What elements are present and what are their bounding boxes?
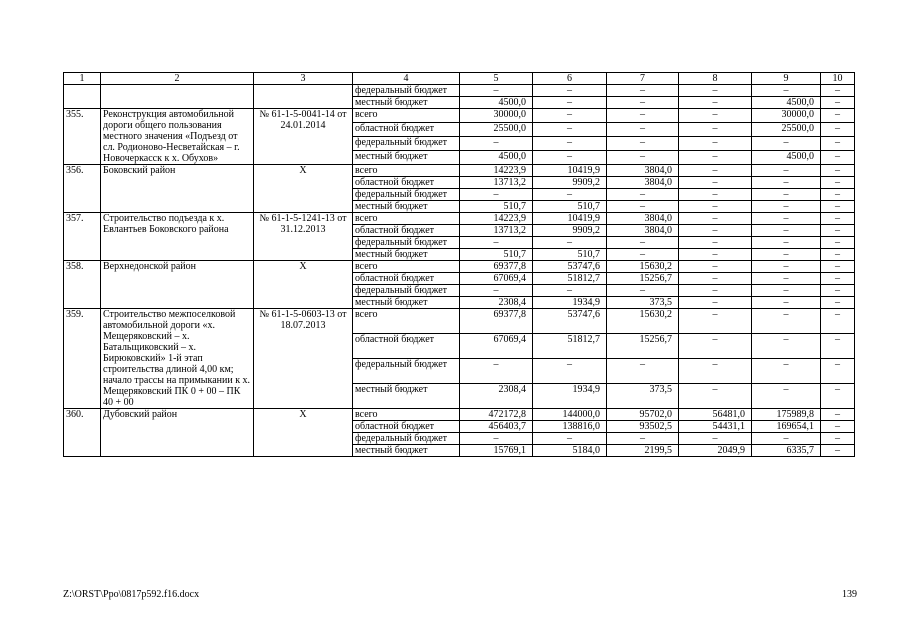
amount-cell: – xyxy=(607,123,679,137)
amount-cell: – xyxy=(821,97,855,109)
amount-cell: – xyxy=(821,109,855,123)
amount-cell: – xyxy=(607,85,679,97)
funding-source: областной бюджет xyxy=(353,123,460,137)
amount-cell: 67069,4 xyxy=(460,273,533,285)
amount-cell: – xyxy=(533,359,607,384)
amount-cell: – xyxy=(607,201,679,213)
amount-cell: 2308,4 xyxy=(460,384,533,409)
amount-cell: – xyxy=(821,249,855,261)
amount-cell: – xyxy=(821,285,855,297)
amount-cell: – xyxy=(679,201,752,213)
amount-cell: – xyxy=(821,225,855,237)
amount-cell: 53747,6 xyxy=(533,309,607,334)
funding-source: всего xyxy=(353,213,460,225)
funding-source: областной бюджет xyxy=(353,177,460,189)
amount-cell: 510,7 xyxy=(533,201,607,213)
continuation-cell xyxy=(64,85,101,109)
funding-source: всего xyxy=(353,409,460,421)
amount-cell: – xyxy=(752,201,821,213)
amount-cell: – xyxy=(679,213,752,225)
amount-cell: 6335,7 xyxy=(752,445,821,457)
funding-source: областной бюджет xyxy=(353,273,460,285)
amount-cell: 14223,9 xyxy=(460,213,533,225)
amount-cell: – xyxy=(607,237,679,249)
funding-source: областной бюджет xyxy=(353,421,460,433)
amount-cell: – xyxy=(752,249,821,261)
row-number: 358. xyxy=(64,261,101,309)
amount-cell: – xyxy=(607,359,679,384)
amount-cell: – xyxy=(607,189,679,201)
amount-cell: – xyxy=(752,384,821,409)
funding-source: федеральный бюджет xyxy=(353,359,460,384)
funding-source: областной бюджет xyxy=(353,225,460,237)
funding-source: федеральный бюджет xyxy=(353,189,460,201)
amount-cell: – xyxy=(821,359,855,384)
amount-cell: – xyxy=(679,334,752,359)
amount-cell: 30000,0 xyxy=(752,109,821,123)
amount-cell: – xyxy=(821,334,855,359)
amount-cell: – xyxy=(679,273,752,285)
amount-cell: – xyxy=(821,85,855,97)
column-header: 4 xyxy=(353,73,460,85)
amount-cell: 67069,4 xyxy=(460,334,533,359)
amount-cell: – xyxy=(679,359,752,384)
amount-cell: 144000,0 xyxy=(533,409,607,421)
amount-cell: – xyxy=(679,177,752,189)
amount-cell: 51812,7 xyxy=(533,334,607,359)
funding-source: всего xyxy=(353,109,460,123)
amount-cell: 4500,0 xyxy=(460,151,533,165)
amount-cell: 25500,0 xyxy=(460,123,533,137)
amount-cell: – xyxy=(533,137,607,151)
amount-cell: 1934,9 xyxy=(533,384,607,409)
amount-cell: 54431,1 xyxy=(679,421,752,433)
amount-cell: – xyxy=(821,445,855,457)
page-number: 139 xyxy=(842,589,857,600)
amount-cell: – xyxy=(752,85,821,97)
amount-cell: 25500,0 xyxy=(752,123,821,137)
amount-cell: – xyxy=(679,97,752,109)
amount-cell: – xyxy=(821,201,855,213)
document-reference: Х xyxy=(254,261,353,309)
amount-cell: – xyxy=(752,334,821,359)
amount-cell: – xyxy=(533,97,607,109)
amount-cell: 10419,9 xyxy=(533,213,607,225)
funding-source: федеральный бюджет xyxy=(353,85,460,97)
amount-cell: – xyxy=(679,109,752,123)
amount-cell: – xyxy=(533,433,607,445)
amount-cell: – xyxy=(752,433,821,445)
object-name: Боковский район xyxy=(101,165,254,213)
document-reference: Х xyxy=(254,409,353,457)
amount-cell: – xyxy=(821,384,855,409)
amount-cell: – xyxy=(821,261,855,273)
amount-cell: – xyxy=(679,237,752,249)
amount-cell: – xyxy=(607,249,679,261)
table-row xyxy=(64,261,855,273)
footer-file-path: Z:\ORST\Ppo\0817p592.f16.docx xyxy=(63,589,200,600)
amount-cell: – xyxy=(752,213,821,225)
amount-cell: 13713,2 xyxy=(460,225,533,237)
amount-cell: 30000,0 xyxy=(460,109,533,123)
funding-source: федеральный бюджет xyxy=(353,137,460,151)
amount-cell: 15630,2 xyxy=(607,261,679,273)
column-header: 2 xyxy=(101,73,254,85)
amount-cell: 10419,9 xyxy=(533,165,607,177)
amount-cell: – xyxy=(821,297,855,309)
object-name: Строительство межпоселковой автомобильной дороги «х. Мещеряковский – х. Батальщиковский – х. Бирюковский» 1-й этап строительства длиной 4,00 км; начало трассы на примыкании к х. Мещеряковский ПК 0 + 00 – ПК 40 + 00 xyxy=(101,309,254,409)
amount-cell: 15630,2 xyxy=(607,309,679,334)
amount-cell: – xyxy=(533,85,607,97)
amount-cell: – xyxy=(679,151,752,165)
amount-cell: – xyxy=(533,109,607,123)
amount-cell: 69377,8 xyxy=(460,309,533,334)
amount-cell: 510,7 xyxy=(460,201,533,213)
amount-cell: 3804,0 xyxy=(607,213,679,225)
amount-cell: – xyxy=(752,273,821,285)
amount-cell: – xyxy=(821,151,855,165)
amount-cell: – xyxy=(752,261,821,273)
amount-cell: – xyxy=(752,189,821,201)
amount-cell: – xyxy=(460,433,533,445)
object-name: Реконструкция автомобильной дороги общего пользования местного значения «Подъезд от сл. Родионово-Несветайская – г. Новочеркасск к х. Обухов» xyxy=(101,109,254,165)
column-header-row xyxy=(64,73,855,85)
amount-cell: – xyxy=(679,285,752,297)
document-reference: Х xyxy=(254,165,353,213)
amount-cell: – xyxy=(821,189,855,201)
funding-source: всего xyxy=(353,165,460,177)
funding-source: местный бюджет xyxy=(353,445,460,457)
amount-cell: – xyxy=(679,225,752,237)
amount-cell: – xyxy=(752,165,821,177)
object-name: Верхнедонской район xyxy=(101,261,254,309)
column-header: 6 xyxy=(533,73,607,85)
object-name: Строительство подъезда к х. Евлантьев Боковского района xyxy=(101,213,254,261)
table-row xyxy=(64,109,855,123)
amount-cell: – xyxy=(607,433,679,445)
amount-cell: – xyxy=(752,177,821,189)
document-reference: № 61-1-5-0603-13 от 18.07.2013 xyxy=(254,309,353,409)
amount-cell: – xyxy=(679,433,752,445)
amount-cell: – xyxy=(821,137,855,151)
amount-cell: – xyxy=(607,97,679,109)
amount-cell: 53747,6 xyxy=(533,261,607,273)
amount-cell: 9909,2 xyxy=(533,225,607,237)
funding-source: областной бюджет xyxy=(353,334,460,359)
amount-cell: – xyxy=(679,261,752,273)
amount-cell: – xyxy=(752,309,821,334)
amount-cell: 138816,0 xyxy=(533,421,607,433)
amount-cell: 69377,8 xyxy=(460,261,533,273)
amount-cell: 2199,5 xyxy=(607,445,679,457)
amount-cell: 15769,1 xyxy=(460,445,533,457)
amount-cell: – xyxy=(533,151,607,165)
amount-cell: 2049,9 xyxy=(679,445,752,457)
column-header: 3 xyxy=(254,73,353,85)
amount-cell: – xyxy=(460,137,533,151)
amount-cell: 373,5 xyxy=(607,384,679,409)
amount-cell: – xyxy=(679,165,752,177)
funding-source: федеральный бюджет xyxy=(353,237,460,249)
amount-cell: 15256,7 xyxy=(607,273,679,285)
table-row xyxy=(64,213,855,225)
amount-cell: – xyxy=(679,123,752,137)
amount-cell: 2308,4 xyxy=(460,297,533,309)
amount-cell: – xyxy=(607,151,679,165)
amount-cell: 510,7 xyxy=(460,249,533,261)
column-header: 7 xyxy=(607,73,679,85)
amount-cell: – xyxy=(533,237,607,249)
amount-cell: 175989,8 xyxy=(752,409,821,421)
amount-cell: – xyxy=(607,285,679,297)
amount-cell: – xyxy=(460,285,533,297)
amount-cell: – xyxy=(533,123,607,137)
amount-cell: – xyxy=(821,123,855,137)
funding-source: всего xyxy=(353,309,460,334)
amount-cell: 93502,5 xyxy=(607,421,679,433)
amount-cell: – xyxy=(679,85,752,97)
funding-source: местный бюджет xyxy=(353,201,460,213)
budget-table xyxy=(63,72,855,457)
amount-cell: 4500,0 xyxy=(460,97,533,109)
amount-cell: 4500,0 xyxy=(752,151,821,165)
amount-cell: – xyxy=(752,297,821,309)
amount-cell: 15256,7 xyxy=(607,334,679,359)
amount-cell: – xyxy=(679,137,752,151)
row-number: 359. xyxy=(64,309,101,409)
amount-cell: 472172,8 xyxy=(460,409,533,421)
column-header: 9 xyxy=(752,73,821,85)
amount-cell: – xyxy=(821,165,855,177)
amount-cell: – xyxy=(821,409,855,421)
funding-source: местный бюджет xyxy=(353,297,460,309)
funding-source: местный бюджет xyxy=(353,97,460,109)
table-row xyxy=(64,85,855,97)
funding-source: местный бюджет xyxy=(353,384,460,409)
amount-cell: 51812,7 xyxy=(533,273,607,285)
row-number: 356. xyxy=(64,165,101,213)
amount-cell: – xyxy=(752,137,821,151)
amount-cell: 13713,2 xyxy=(460,177,533,189)
funding-source: всего xyxy=(353,261,460,273)
amount-cell: – xyxy=(821,273,855,285)
continuation-cell xyxy=(101,85,254,109)
table-row xyxy=(64,165,855,177)
amount-cell: – xyxy=(752,237,821,249)
amount-cell: – xyxy=(821,309,855,334)
object-name: Дубовский район xyxy=(101,409,254,457)
funding-source: федеральный бюджет xyxy=(353,433,460,445)
amount-cell: – xyxy=(679,249,752,261)
amount-cell: 9909,2 xyxy=(533,177,607,189)
table-row xyxy=(64,309,855,334)
row-number: 355. xyxy=(64,109,101,165)
column-header: 1 xyxy=(64,73,101,85)
column-header: 10 xyxy=(821,73,855,85)
document-reference: № 61-1-5-1241-13 от 31.12.2013 xyxy=(254,213,353,261)
document-reference: № 61-1-5-0041-14 от 24.01.2014 xyxy=(254,109,353,165)
table-row xyxy=(64,409,855,421)
funding-source: федеральный бюджет xyxy=(353,285,460,297)
amount-cell: – xyxy=(460,359,533,384)
amount-cell: – xyxy=(679,309,752,334)
amount-cell: – xyxy=(460,237,533,249)
amount-cell: – xyxy=(821,433,855,445)
row-number: 357. xyxy=(64,213,101,261)
amount-cell: – xyxy=(533,189,607,201)
amount-cell: – xyxy=(607,137,679,151)
funding-source: местный бюджет xyxy=(353,249,460,261)
amount-cell: – xyxy=(752,359,821,384)
amount-cell: 3804,0 xyxy=(607,225,679,237)
amount-cell: 1934,9 xyxy=(533,297,607,309)
amount-cell: – xyxy=(607,109,679,123)
amount-cell: 5184,0 xyxy=(533,445,607,457)
amount-cell: 169654,1 xyxy=(752,421,821,433)
amount-cell: – xyxy=(752,225,821,237)
row-number: 360. xyxy=(64,409,101,457)
amount-cell: 95702,0 xyxy=(607,409,679,421)
amount-cell: 510,7 xyxy=(533,249,607,261)
amount-cell: – xyxy=(679,384,752,409)
column-header: 5 xyxy=(460,73,533,85)
amount-cell: 4500,0 xyxy=(752,97,821,109)
amount-cell: – xyxy=(679,297,752,309)
amount-cell: – xyxy=(460,85,533,97)
amount-cell: 373,5 xyxy=(607,297,679,309)
amount-cell: – xyxy=(679,189,752,201)
amount-cell: 3804,0 xyxy=(607,165,679,177)
amount-cell: 456403,7 xyxy=(460,421,533,433)
amount-cell: – xyxy=(460,189,533,201)
funding-source: местный бюджет xyxy=(353,151,460,165)
column-header: 8 xyxy=(679,73,752,85)
amount-cell: – xyxy=(821,213,855,225)
amount-cell: – xyxy=(533,285,607,297)
amount-cell: – xyxy=(821,421,855,433)
amount-cell: 14223,9 xyxy=(460,165,533,177)
amount-cell: – xyxy=(821,177,855,189)
amount-cell: 56481,0 xyxy=(679,409,752,421)
amount-cell: – xyxy=(752,285,821,297)
amount-cell: – xyxy=(821,237,855,249)
continuation-cell xyxy=(254,85,353,109)
amount-cell: 3804,0 xyxy=(607,177,679,189)
